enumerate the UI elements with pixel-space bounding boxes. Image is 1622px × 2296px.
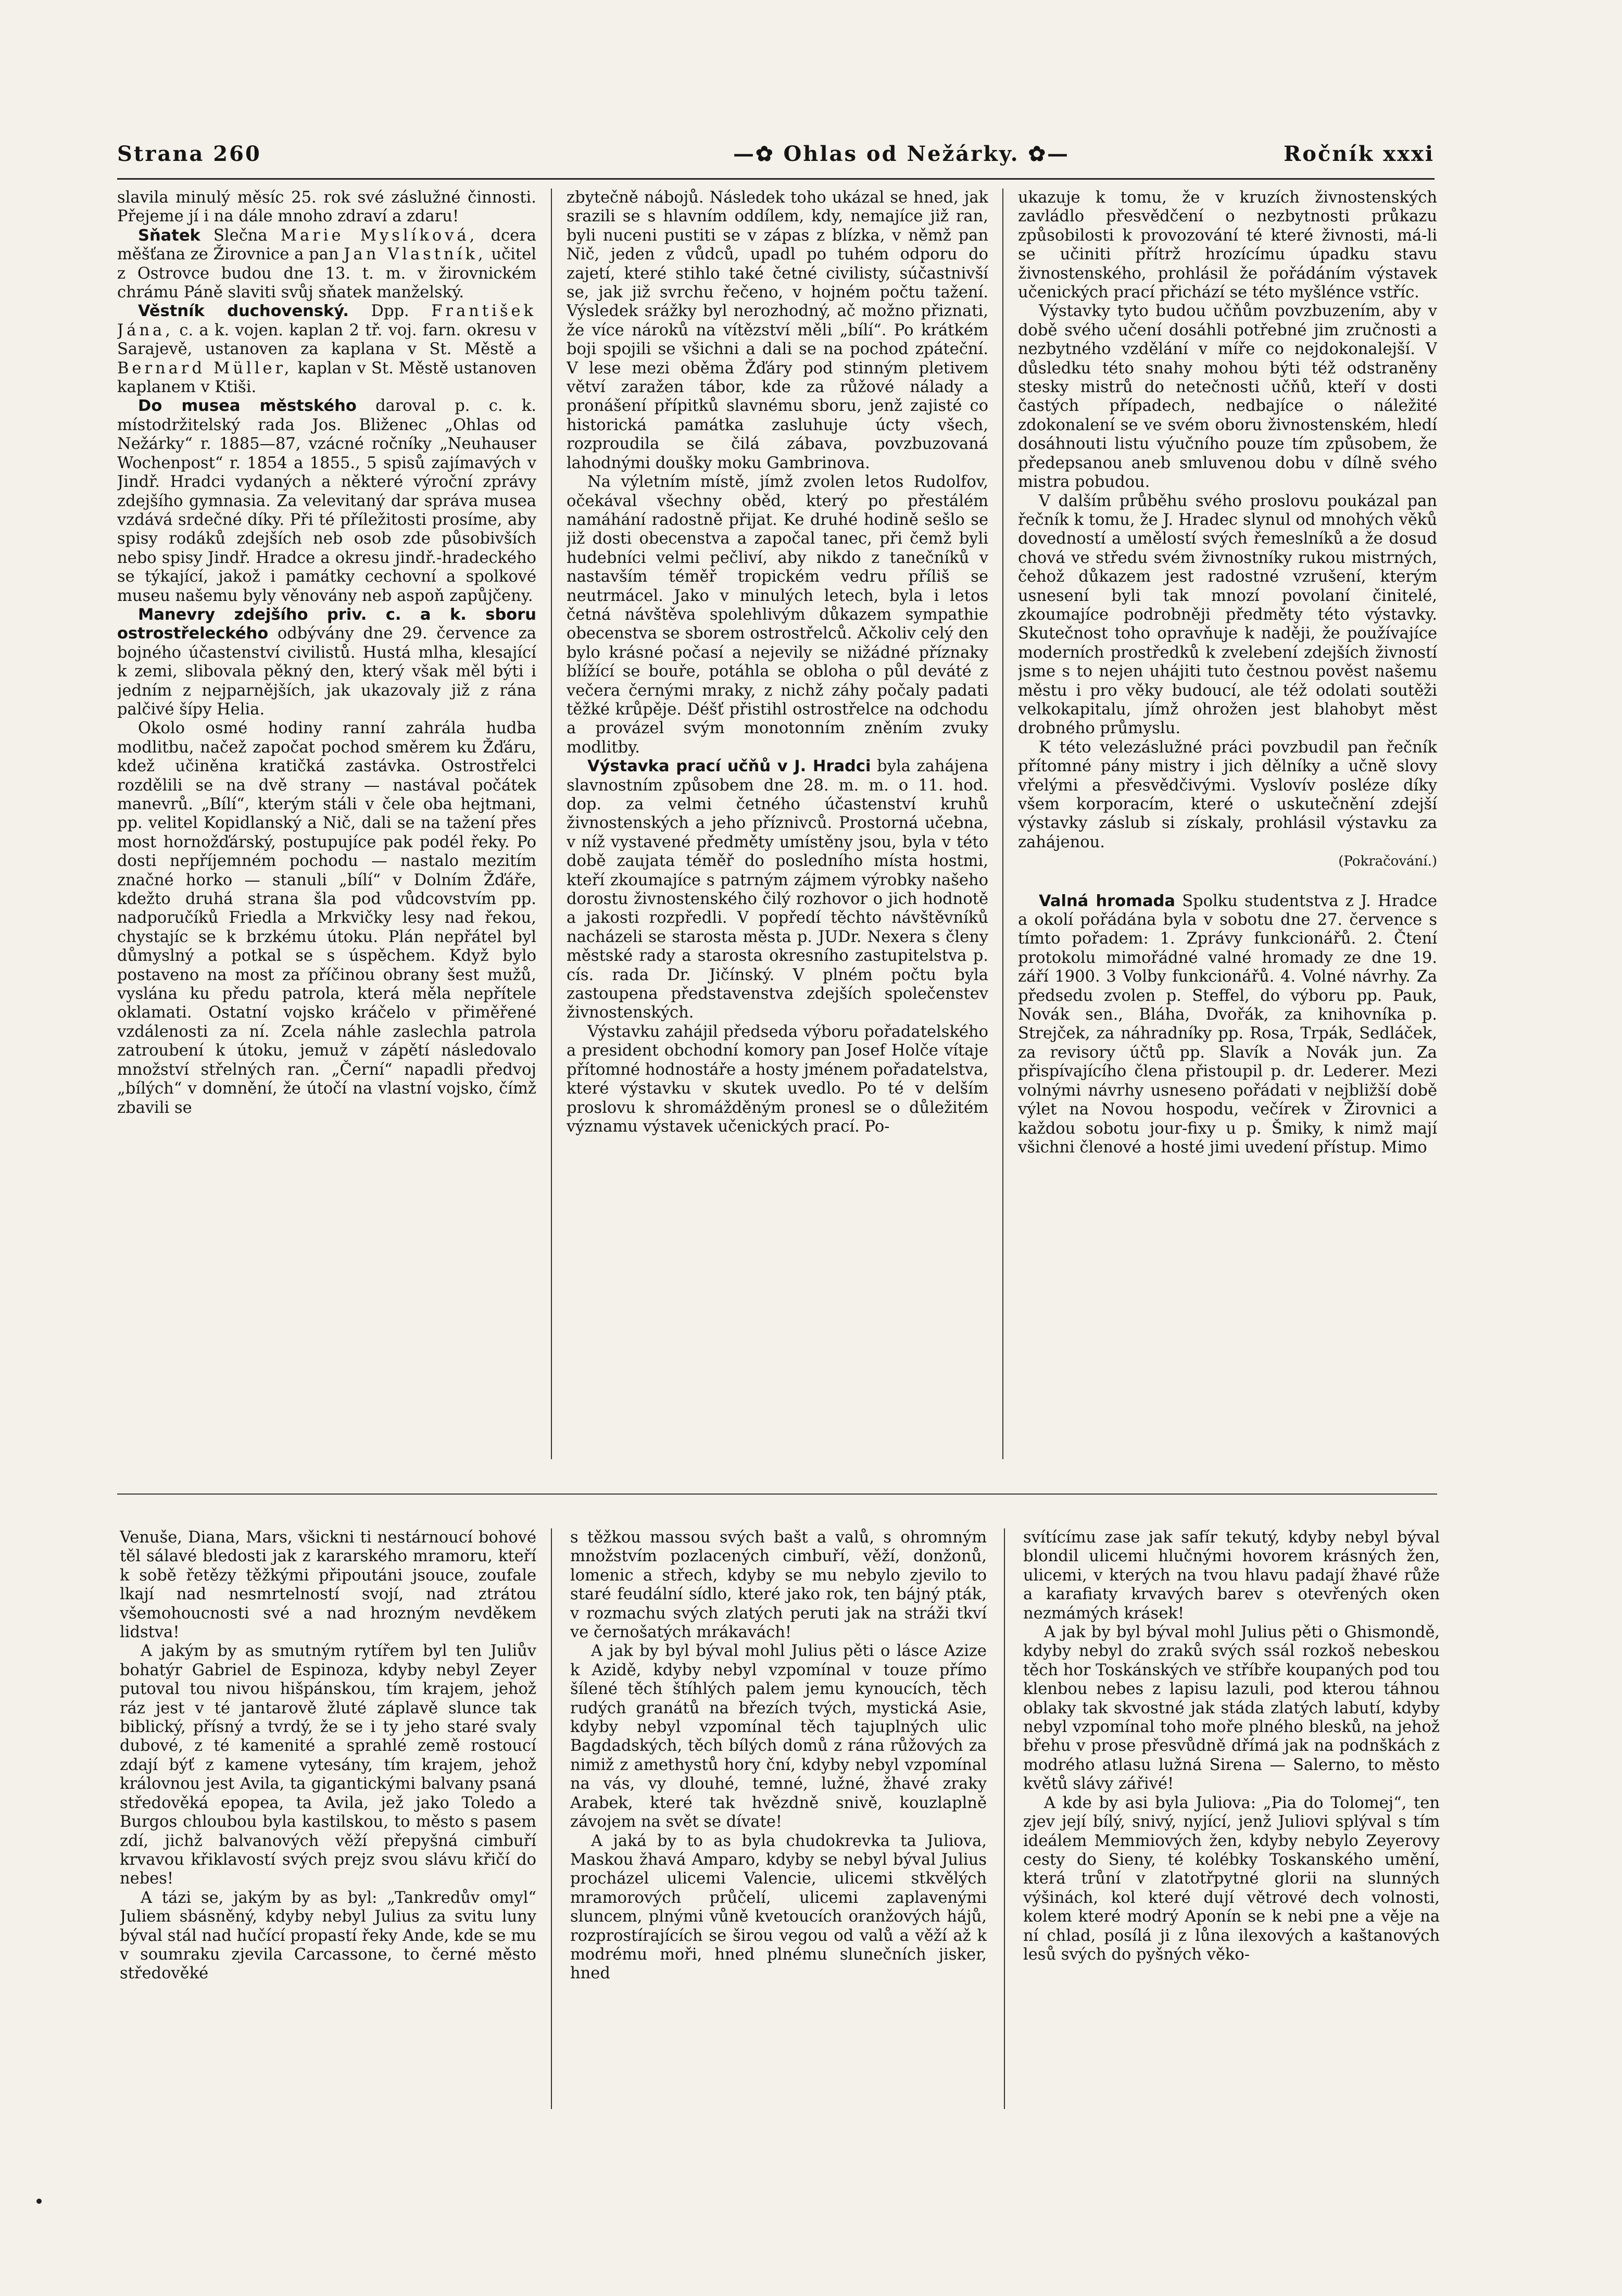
person-name: Marie Myslíková, [280,226,478,245]
section-rule [117,1494,1437,1495]
text: byla zahájena slavnostním způsobem dne 28. m. m. o 11. hod. dop. za velmi četného účastenství kruhů živnostenských a jeho příznivců. Prostorná učebna, v níž vystavené předměty umístěny jsou, byla v této době zaujata téměř do posledního místa hostmi, kteří zkoumajíce s patrným zájmem výrobky našeho dorostu živnostenského čilý rozhovor o jich hodnotě a jakosti rozpředli. V popředí těchto návštěvníků nacházeli se starosta města p. JUDr. Nexera s členy městské rady a starosta okresního zastupitelstva p. cís. rada Dr. Jičínský. V plném počtu byla zastoupena představenstva zdejších společenstev živnostenských. [567,757,988,1022]
ink-spot [36,2199,42,2204]
paragraph: slavila minulý měsíc 25. rok své záslužné činnosti. Přejeme jí i na dále mnoho zdraví a zdaru! [117,189,536,226]
text: Dpp. [371,302,409,321]
text: odbývány dne 29. července za bojného účastenství civilistů. Hustá mlha, klesající k zemi, slibovala pěkný den, který však měl býti i jedním z nejparnějších, jak ukazovaly již z rána palčivé šípy Helia. [117,624,536,719]
text: dcera měšťana ze Žirovnice a pan [117,226,536,264]
top-column-2 [567,189,988,1462]
column-rule [1004,1528,1005,2109]
article-snatek [117,227,536,303]
text: daroval p. c. k. místodržitelský rada Jos. Bliženec „Ohlas od Nežárky“ r. 1885—87, vzácné ročníky „Neuhauser Wochenpost“ r. 1854 a 1855., 5 spisů zajímavých v Jindř. Hradci vydaných a některé výroční zprávy zdejšího gymnasia. Za velevitaný dar správa musea vzdává srdečné díky. Při té příležitosti prosíme, aby spisy rodáků zdejších neb osob zde působivších nebo spisy Jindř. Hradce a okresu jindř.-hradeckého se týkající, jakož i památky cechovní a spolkové museu našemu byly věnovány neb aspoň zapůjčeny. [117,397,536,605]
article-heading: Věstník duchovenský. [138,302,349,321]
header-rule [117,178,1435,180]
paragraph: V dalším průběhu svého proslovu poukázal pan řečník k tomu, že J. Hradec slynul od mnohých věků dovedností a umělostí svých řemeslníků a že dosud chová ve středu svém živnostníky rukou mistrných, čehož důkazem jest radostné vzrušení, kterým usnesení byli tak mnozí povolaní činitelé, zkoumajíce podrobněji předměty této výstavky. Skutečnost toho opravňuje k naději, že používajíce moderních prostředků k zvelebení zdejších živností jsme s to nejen uhájiti tuto čestnou pověst našemu městu i pro věky budoucí, ale též odolati soutěži velkokapitalu, jímž ohrožen jest blahobyt měst drobného průmyslu. [1018,492,1437,738]
article-heading: Sňatek [138,226,200,245]
paragraph: Venuše, Diana, Mars, všickni ti nestárnoucí bohové těl sálavé bledosti jak z kararského mramoru, kteří k sobě řetězy těžkými připoutáni jsouce, zoufale lkají nad nesmrtelností svojí, nad ztrátou všemohoucnosti své a nad hrozným nevděkem lidstva! [120,1528,536,1642]
article-heading: Valná hromada [1039,892,1175,910]
paragraph: K této velezáslužné práci povzbudil pan řečník přítomné pány mistry i jich dělníky a učně slovy vřelými a přesvědčivými. Vyslovív posléze díky všem korporacím, které o uskutečnění zdejší výstavky záslub si získaly, prohlásil výstavku za zahájenou. [1018,738,1437,851]
paragraph: Na výletním místě, jímž zvolen letos Rudolfov, očekával všechny oběd, který po přestálém namáhání radostně přijat. Ke druhé hodině sešlo se již dosti obecenstva a započal tanec, při čemž byli hudebníci velmi pečliví, aby nikdo z tanečníků v nastavším téměř tropickém vedru příliš se neutrmácel. Jako v minulých letech, byla i letos četná návštěva spolehlivým důkazem sympathie obecenstva se sborem ostrostřelců. Ačkoliv celý den bylo krásné počasí a nejevily se nižádné příznaky blížící se bouře, potáhla se obloha o půl deváté z večera černými mraky, z nichž záhy počaly padati těžké krůpěje. Déšť přistihl ostrostřelce na odchodu a provázel svým monotonním zněním zvuky modlitby. [567,473,988,757]
article-vestnik [117,302,536,397]
paragraph: zbytečně nábojů. Následek toho ukázal se hned, jak srazili se s hlavním oddílem, kdy, nemajíce již ran, byli nuceni pustiti se v zápas z blízka, v němž pan Nič, jeden z vůdců, upadl po tuhém odporu do zajetí, které stihlo také četné civilisty, súčastnivší se, jak již svrchu řečeno, v hojném počtu tažení. Výsledek srážky byl nerozhodný, ač možno přiznati, že více nároků na vítězství měli „bílí“. Po krátkém boji spojili se všichni a dali se na pochod zpáteční. V lese mezi oběma Žďáry pod stinným pletivem větví zaražen tábor, kde za růžové nálady a pronášení přípitků slavnému sboru, jenž zajisté co historická památka zasluhuje úcty všech, rozproudila se čilá zábava, povzbuzovaná lahodnými doušky moku Gambrinova. [567,189,988,472]
paragraph: Výstavky tyto budou učňům povzbuzením, aby v době svého učení dosáhli potřebné jim zručnosti a nezbytného vzdělání v míře co nejdokonalejší. V důsledku této snahy mohou býti též odstraněny stesky mistrů do netečnosti učňů, kteří v dosti častých případech, nedbajíce o náležité zdokonalení se ve svém oboru živnostenském, hledí dosáhnouti listu výučního pouze tím způsobem, že předepsanou aneb smluvenou dobu v dílně svého mistra pobudou. [1018,302,1437,492]
page-number: Strana 260 [117,142,261,166]
paragraph: Okolo osmé hodiny ranní zahrála hudba modlitbu, načež započat pochod směrem ku Žďáru, kdež učiněna kratičká zastávka. Ostrostřelci rozdělili se na dvě strany — nastával počátek manevrů. „Bílí“, kterým stáli v čele oba hejtmani, pp. velitel Kopidlanský a Nič, dali se na tažení přes most hornožďárský, postupujíce pak podél řeky. Po dosti nepříjemném pochodu — nastalo mezitím značné horko — stanuli „bílí“ v Dolním Žďáře, kdežto druhá strana šla pod vůdcovstvím pp. nadporučíků Friedla a Mrkvičky lesy nad řekou, chystajíc se k brzkému útoku. Plán nepřátel byl důmyslný a potkal se s úspěchem. Když bylo postaveno na most za příčinou obrany šest mužů, vyslána ku předu patrola, která měla nepřítele oklamati. Ostatní vojsko kráčelo v přiměřené vzdálenosti za ní. Zcela náhle zaslechla patrola zatroubení k útoku, jemuž v zápětí následovalo množství střelných ran. „Černí“ napadli předvoj „bílých“ v domnění, že útočí na vlastní vojsko, čímž zbavili se [117,719,536,1117]
bottom-column-1 [120,1528,536,2109]
top-column-1 [117,189,536,1462]
bottom-column-3 [1023,1528,1440,2109]
volume-number: Ročník xxxi [1284,142,1435,166]
text: učitel z Ostrovce budou dne 13. t. m. v žirovnickém chrámu Páně slaviti svůj sňatek manželský. [117,245,536,302]
column-rule [551,189,552,1459]
article-manevry [117,606,536,719]
paragraph: A jaká by to as byla chudokrevka ta Juliova, Maskou žhavá Amparo, kdyby se nebyl býval Julius procházel ulicemi Valencie, ulicemi stkvělých mramorových průčelí, ulicemi zaplavenými sluncem, plnými vůně kvetoucích oranžových hájů, rozprostírajících se širou vegou od valů a věží až k modrému moři, hned plnému slunečních jisker, hned [570,1831,987,1983]
publication-title: —✿ Ohlas od Nežárky. ✿— [733,142,1070,166]
person-name: Jan Vlastník, [344,245,486,264]
person-name: František Jána, [117,302,536,340]
page-header [117,142,1435,173]
paragraph: A tázi se, jakým by as byl: „Tankredův omyl“ Juliem sbásněný, kdyby nebyl Julius za svitu luny býval stál nad hučící propastí řeky Ande, kde se mu v soumraku zjevila Carcassone, to černé město středověké [120,1888,536,1983]
paragraph: s těžkou massou svých bašt a valů, s ohromným množstvím pozlacených cimbuří, věží, donžonů, lomenic a střech, kdyby se mu nebylo zjevilo to staré feudální sídlo, které jako rok, ten bájný pták, v rozmachu svých zlatých peruti jak na stráži tkví ve černošatých mrákavách! [570,1528,987,1642]
article-valna-hromada [1018,892,1437,1158]
article-heading: Výstavka prací učňů v J. Hradci [587,757,871,776]
paragraph: ukazuje k tomu, že v kruzích živnostenských zavládlo přesvědčení o nezbytnosti průkazu způsobilosti k provozování té které živnosti, má-li se učiniti přítrž hrozícímu úpadku stavu živnostenského, prohlásil že pořádáním výstavek učenických prací přichází se této myšlénce vstříc. [1018,189,1437,302]
paragraph: svítícímu zase jak safír tekutý, kdyby nebyl býval blondil ulicemi hlučnými hovorem krásných žen, ulicemi, v kterých na tvou hlavu padají žhavé růže a karafiaty krvavých barev s otevřených oken nezmámých krásek! [1023,1528,1440,1623]
paragraph: A jak by byl býval mohl Julius pěti o Ghismondě, kdyby nebyl do zraků svých ssál rozkoš nebeskou těch hor Toskánských ve stříbře koupaných pod tou klenbou nebes z lapisu lazuli, pod kterou táhnou oblaky tak skvostné jak stáda zlatých labutí, kdyby nebyl vzpomínal toho moře plného blesků, na jehož břehu v prose přesvůdně dřímá jak na podnškách z modrého atlasu lužná Sirena — Salerno, to město květů slávy zářivé! [1023,1623,1440,1793]
top-column-3 [1018,189,1437,1462]
article-heading: Manevry zdejšího priv. c. a k. sboru ostrostřeleckého [117,605,536,643]
article-vystavka [567,757,988,1023]
paragraph: Výstavku zahájil předseda výboru pořadatelského a president obchodní komory pan Josef Holče vítaje přítomné hodnostáře a hosty jménem pořadatelstva, které výstavku v skutek uvedlo. Po té v delším proslovu k shromážděným pronesl se o důležitém významu výstavek učenických prací. Po- [567,1022,988,1136]
bottom-column-2 [570,1528,987,2109]
article-heading: Do musea městského [138,397,357,416]
article-museum [117,397,536,605]
paragraph: A jak by byl býval mohl Julius pěti o lásce Azize k Azidě, kdyby nebyl vzpomínal v touze přímo šílené těch štíhlých palem jemu kynoucích, těch rudých granátů na březích tvých, mystická Asie, kdyby nebyl vzpomínal těch tajuplných ulic Bagdadských, těch bílých domů z rána růžových za nimiž z amethystů hory ční, kdyby nebyl vzpomínal na vás, vy dlouhé, temné, lužné, žhavé zraky Arabek, které tak hvězdně snivě, kouzlaplně závojem na svět se dívate! [570,1642,987,1831]
person-name: Bernard Müller, [117,359,293,378]
text: c. a k. vojen. kaplan 2 tř. voj. farn. okresu v Sarajevě, ustanoven za kaplana v St. Městě a [117,321,536,359]
paragraph: A kde by asi byla Juliova: „Pia do Tolomej“, ten zjev její bílý, snivý, nyjící, jenž Juliovi splýval s tím ideálem Memmiových žen, kdyby nebylo Zeyerovy cesty do Sieny, té kolébky Toskanského umění, která trůní v zlatotřpytné glorii na slunných výšinách, kol které dují větrové dech volnosti, kolem které modrý Aponín se k nebi pne a věje na ní chlad, posílá ji z lůna ilexových a kaštanových lesů svých do pyšných věko- [1023,1793,1440,1964]
column-rule [551,1528,552,2109]
text: Spolku studentstva z J. Hradce a okolí pořádána byla v sobotu dne 27. července s tímto pořadem: 1. Zprávy funkcionářů. 2. Čtení protokolu mimořádné valné hromady ze dne 19. září 1900. 3 Volby funkcionářů. 4. Volné návrhy. Za předsedu zvolen p. Steffel, do výboru pp. Pauk, Novák sen., Bláha, Dvořák, za knihovníka p. Strejček, za náhradníky pp. Rosa, Trpák, Sedláček, za revisory účtů pp. Slavík a Novák jun. Za přispívajícího člena přistoupil p. dr. Lederer. Mezi volnými návrhy usneseno pořádati v nejbližší době výlet na Novou hospodu, večírek v Žirovnici a každou sobotu jour-fixy u p. Šmiky, k nimž mají všichni členové a hosté jimi uvedení přístup. Mimo [1018,892,1437,1157]
text: kaplan v St. Městě ustanoven kaplanem v Ktiši. [117,359,536,397]
paragraph: A jakým by as smutným rytířem byl ten Juliův bohatýr Gabriel de Espinoza, kdyby nebyl Zeyer putoval tou nivou hišpánskou, tím krajem, jehož ráz jest v té jantarově žluté záplavě slunce tak biblický, přísný a tvrdý, že se i ty jeho staré svaly dubové, z té kamenité a sprahlé země rostoucí zdají býť z kamene vytesány, tím krajem, jehož královnou jest Avila, ta gigantickými balvany psaná středověká epopea, ta Avila, jež jako Toledo a Burgos chloubou byla kastilskou, to město s pasem zdí, jichž balvanových věží přepyšná cimbuří krvavou křiklavostí svých prejz svou slávu křičí do nebes! [120,1642,536,1888]
continuation-note: (Pokračování.) [1338,854,1437,870]
text: Slečna [213,226,268,245]
column-rule [1002,189,1003,1459]
